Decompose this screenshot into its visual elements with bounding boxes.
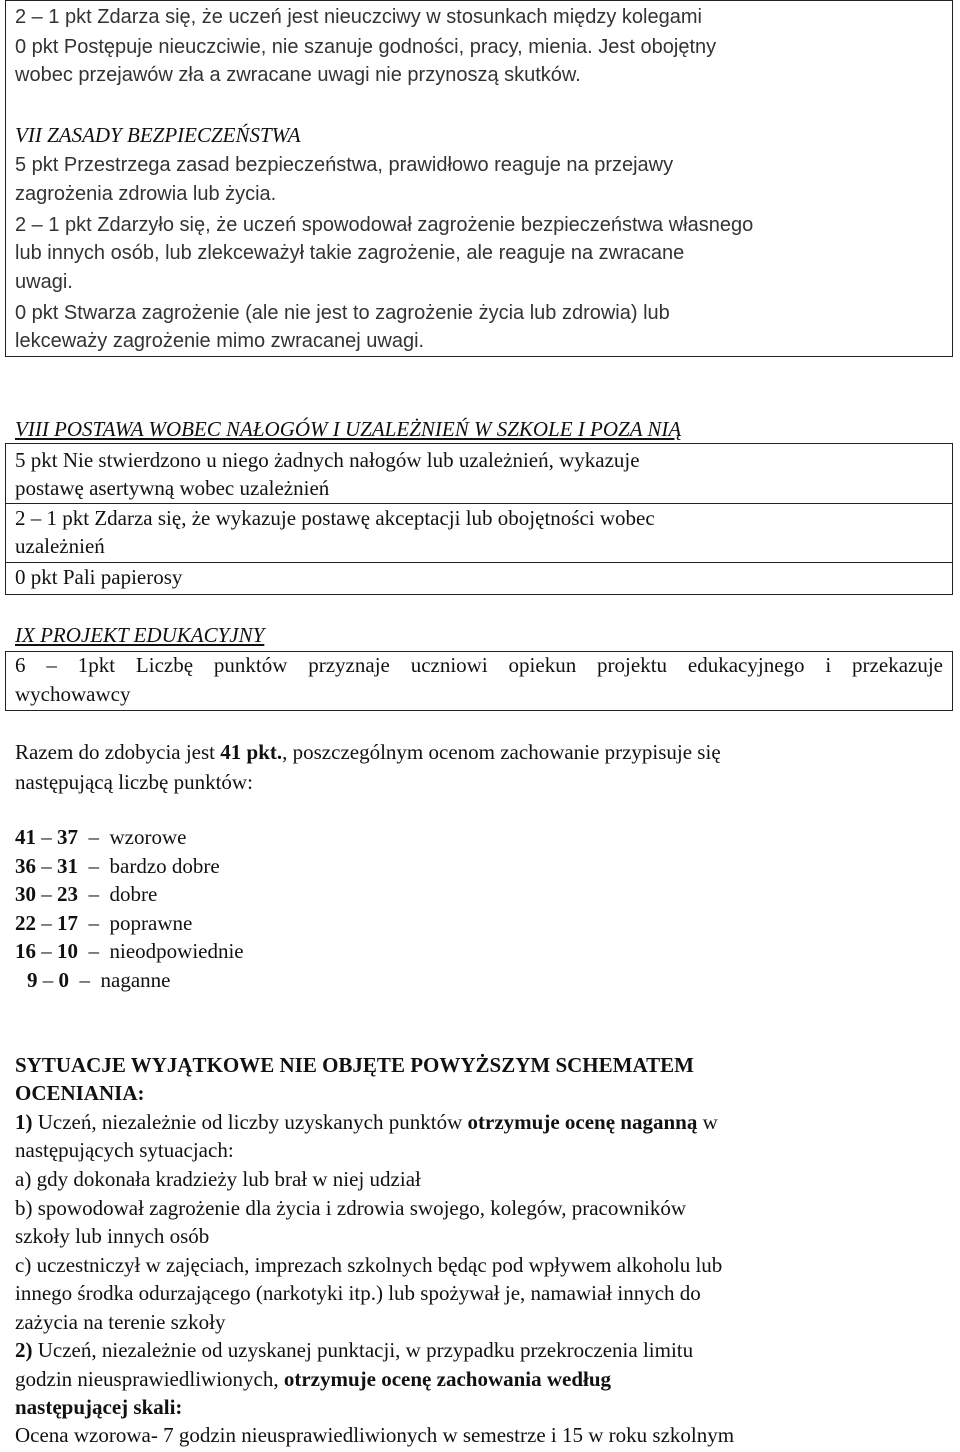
summary-text: , poszczególnym ocenom zachowanie przypisuje się [282, 740, 721, 764]
grade-label: bardzo dobre [109, 853, 220, 878]
text-line: wychowawcy [15, 682, 131, 706]
dash: – [69, 967, 101, 992]
grade-scale-row [15, 939, 244, 964]
point-text: Uczeń, niezależnie od uzyskanej punktacji, w przypadku przekroczenia limitu [32, 1338, 694, 1362]
text-line: zagrożenia zdrowia lub życia. [15, 183, 277, 205]
dash: – [36, 882, 57, 906]
special-heading: OCENIANIA: [15, 1081, 145, 1105]
grade-to: 31 [57, 853, 78, 878]
grade-label: wzorowe [109, 825, 187, 849]
summary-text: Razem do zdobycia jest [15, 740, 221, 764]
grade-scale-row [15, 854, 220, 879]
grade-to: 17 [57, 910, 78, 935]
text-line: 6 – 1pkt Liczbę punktów przyznaje uczniowi opiekun projektu edukacyjnego i przekazuje [15, 653, 943, 677]
summary-total: 41 pkt. [220, 740, 283, 764]
grade-to: 37 [57, 825, 78, 849]
text-line: 0 pkt Pali papierosy [15, 565, 183, 589]
text-line: 5 pkt Nie stwierdzono u niego żadnych nałogów lub uzależnień, wykazuje [15, 448, 640, 472]
row-divider [5, 503, 953, 504]
grade-to: 23 [57, 882, 78, 906]
text-line: 0 pkt Stwarza zagrożenie (ale nie jest to zagrożenie życia lub zdrowia) lub [15, 302, 670, 324]
section-heading-vii: VII ZASADY BEZPIECZEŃSTWA [15, 123, 301, 147]
special-point-1 [15, 1110, 718, 1135]
text-line [15, 1367, 611, 1392]
dash: – [78, 882, 110, 906]
grade-label: dobre [109, 882, 158, 906]
text-line: następującej skali: [15, 1395, 183, 1419]
row-divider [5, 562, 953, 563]
dash: – [78, 853, 110, 878]
text-line: a) gdy dokonała kradzieży lub brał w niej udział [15, 1167, 421, 1191]
grade-from: 36 [15, 853, 36, 878]
text-line: następującą liczbę punktów: [15, 770, 253, 794]
special-heading: SYTUACJE WYJĄTKOWE NIE OBJĘTE POWYŻSZYM SCHEMATEM [15, 1053, 694, 1077]
dash: – [36, 825, 57, 849]
text-line: uzależnień [15, 534, 105, 558]
grade-from: 16 [15, 939, 36, 963]
dash: – [36, 910, 57, 935]
text-line: 2 – 1 pkt Zdarza się, że wykazuje postawę akceptacji lub obojętności wobec [15, 506, 655, 530]
point-number: 2) [15, 1338, 33, 1362]
point-emphasis: otrzymuje ocenę naganną [467, 1110, 698, 1134]
text-line: lekceważy zagrożenie mimo zwracanej uwagi. [15, 330, 425, 352]
section-heading-viii: VIII POSTAWA WOBEC NAŁOGÓW I UZALEŻNIEŃ W SZKOLE I POZA NIĄ [15, 417, 682, 441]
text-line: b) spowodował zagrożenie dla życia i zdrowia swojego, kolegów, pracowników [15, 1196, 687, 1220]
text-line: c) uczestniczył w zajęciach, imprezach szkolnych będąc pod wpływem alkoholu lub [15, 1253, 723, 1277]
dash: – [37, 967, 59, 992]
grade-from: 22 [15, 910, 36, 935]
grade-to: 0 [58, 967, 69, 992]
grade-label: naganne [100, 967, 171, 992]
grade-from: 41 [15, 825, 36, 849]
point-text: w [697, 1110, 718, 1134]
grade-to: 10 [57, 939, 78, 963]
text-line: lub innych osób, lub zlekceważył takie zagrożenie, ale reaguje na zwracane [15, 242, 685, 264]
grade-from: 30 [15, 882, 36, 906]
text-line: zażycia na terenie szkoły [15, 1310, 226, 1334]
text-line: szkoły lub innych osób [15, 1224, 210, 1248]
summary-line [15, 740, 721, 765]
text-line: następujących sytuacjach: [15, 1138, 234, 1162]
dash: – [78, 825, 110, 849]
point-number: 1) [15, 1110, 33, 1134]
grade-scale-row [15, 825, 186, 850]
dash: – [36, 853, 57, 878]
dash: – [78, 939, 110, 963]
grade-scale-row [15, 911, 192, 936]
point-text: Uczeń, niezależnie od liczby uzyskanych punktów [32, 1110, 468, 1134]
grade-scale-row [15, 882, 157, 907]
text-line: innego środka odurzającego (narkotyki itp.) lub spożywał je, namawiał innych do [15, 1281, 701, 1305]
grade-from: 9 [27, 967, 38, 992]
special-point-2 [15, 1338, 693, 1363]
dash: – [78, 910, 110, 935]
text-line: 2 – 1 pkt Zdarza się, że uczeń jest nieuczciwy w stosunkach między kolegami [15, 6, 702, 28]
text-line: uwagi. [15, 271, 73, 293]
text-line: postawę asertywną wobec uzależnień [15, 476, 330, 500]
text-line: Ocena wzorowa- 7 godzin nieusprawiedliwionych w semestrze i 15 w roku szkolnym [15, 1423, 735, 1447]
text-line: 5 pkt Przestrzega zasad bezpieczeństwa, prawidłowo reaguje na przejawy [15, 154, 674, 176]
text-line: 0 pkt Postępuje nieuczciwie, nie szanuje godności, pracy, mienia. Jest obojętny [15, 36, 717, 58]
text-line: 2 – 1 pkt Zdarzyło się, że uczeń spowodował zagrożenie bezpieczeństwa własnego [15, 214, 754, 236]
section-heading-ix: IX PROJEKT EDUKACYJNY [15, 623, 265, 647]
point-text: godzin nieusprawiedliwionych, [15, 1367, 284, 1391]
text-line: wobec przejawów zła a zwracane uwagi nie przynoszą skutków. [15, 64, 581, 86]
dash: – [36, 939, 57, 963]
grade-label: nieodpowiednie [109, 939, 244, 963]
grade-scale-row [27, 968, 170, 993]
point-emphasis: otrzymuje ocenę zachowania według [283, 1367, 612, 1391]
grade-label: poprawne [109, 910, 193, 935]
